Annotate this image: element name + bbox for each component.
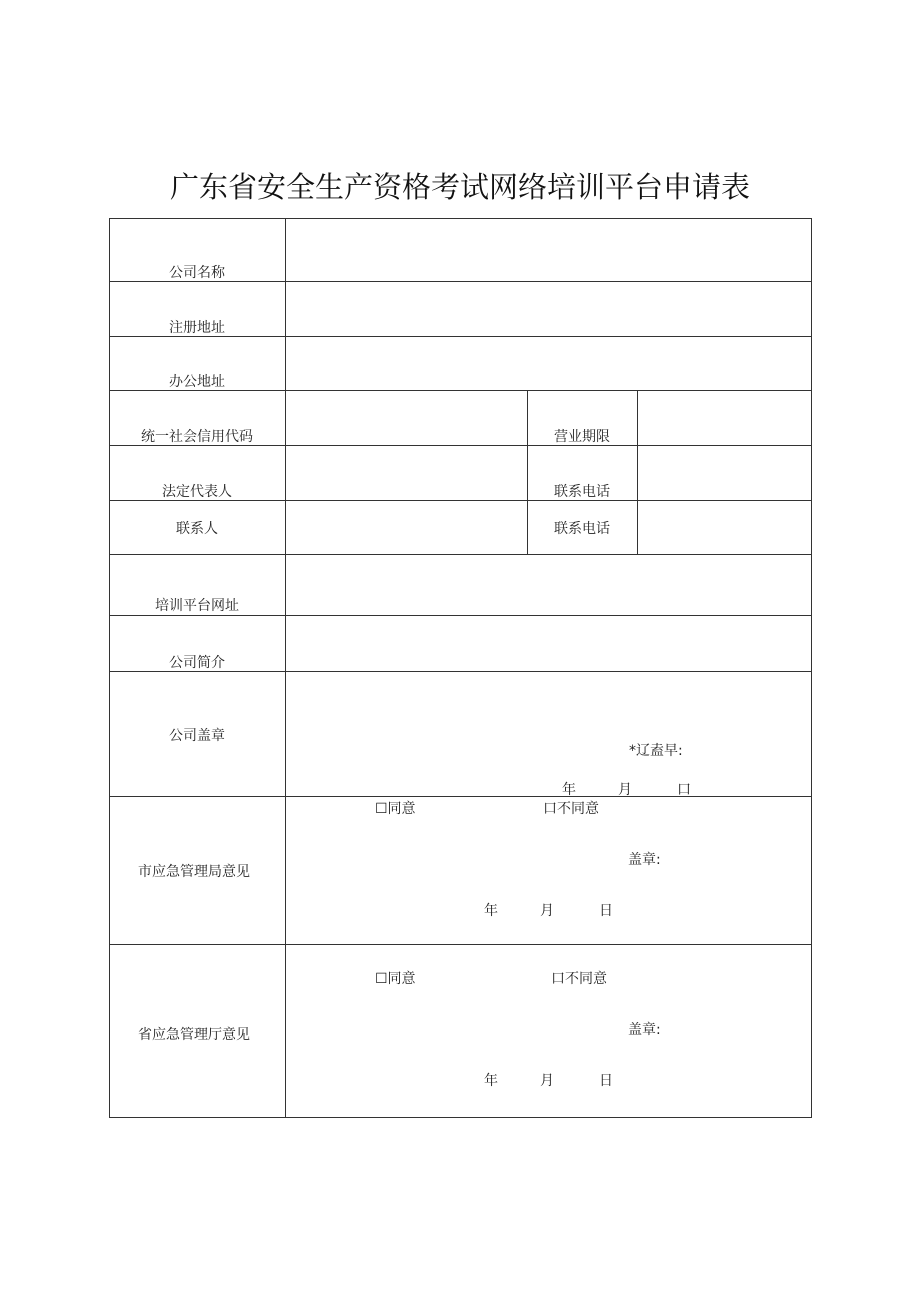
company-seal-month: 月 — [618, 782, 632, 798]
label-office-address: 办公地址 — [169, 374, 225, 390]
city-agree-checkbox[interactable]: ☐同意 — [375, 801, 416, 817]
company-intro-field[interactable] — [286, 616, 811, 671]
city-month: 月 — [540, 903, 554, 919]
platform-url-field[interactable] — [286, 555, 811, 615]
province-day: 日 — [599, 1073, 613, 1089]
label-credit-code: 统一社会信用代码 — [141, 429, 253, 445]
credit-code-field[interactable] — [286, 391, 527, 445]
contact-phone-field[interactable] — [638, 501, 811, 554]
city-seal-label: 盖章: — [628, 852, 661, 868]
label-contact-person: 联系人 — [176, 521, 218, 537]
city-year: 年 — [484, 903, 498, 919]
province-disagree-checkbox[interactable]: 口不同意 — [551, 971, 607, 987]
label-company-seal: 公司盖章 — [169, 728, 225, 744]
company-seal-day: 口 — [677, 782, 691, 798]
label-city-opinion: 市应急管理局意见 — [138, 864, 250, 880]
company-seal-mark: *辽盍早: — [629, 743, 683, 759]
company-seal-year: 年 — [562, 782, 576, 798]
province-agree-checkbox[interactable]: ☐同意 — [375, 971, 416, 987]
province-seal-label: 盖章: — [628, 1022, 661, 1038]
middle-column-divider — [527, 390, 528, 554]
row-divider — [109, 796, 812, 797]
contact-person-field[interactable] — [286, 501, 527, 554]
city-disagree-checkbox[interactable]: 口不同意 — [543, 801, 599, 817]
province-year: 年 — [484, 1073, 498, 1089]
business-term-field[interactable] — [638, 391, 811, 445]
page-title: 广东省安全生产资格考试网络培训平台申请表 — [169, 170, 750, 204]
label-legal-rep: 法定代表人 — [162, 484, 232, 500]
row-divider — [109, 944, 812, 945]
city-day: 日 — [599, 903, 613, 919]
label-company-name: 公司名称 — [169, 265, 225, 281]
label-phone-2: 联系电话 — [554, 521, 610, 537]
label-business-term: 营业期限 — [554, 429, 610, 445]
label-province-opinion: 省应急管理厅意见 — [138, 1027, 250, 1043]
registered-address-field[interactable] — [286, 282, 811, 336]
label-phone-1: 联系电话 — [554, 484, 610, 500]
office-address-field[interactable] — [286, 337, 811, 390]
legal-rep-field[interactable] — [286, 446, 527, 500]
province-month: 月 — [540, 1073, 554, 1089]
label-registered-address: 注册地址 — [169, 320, 225, 336]
label-company-intro: 公司简介 — [169, 655, 225, 671]
label-platform-url: 培训平台网址 — [155, 598, 239, 614]
company-name-field[interactable] — [286, 219, 811, 281]
legal-rep-phone-field[interactable] — [638, 446, 811, 500]
